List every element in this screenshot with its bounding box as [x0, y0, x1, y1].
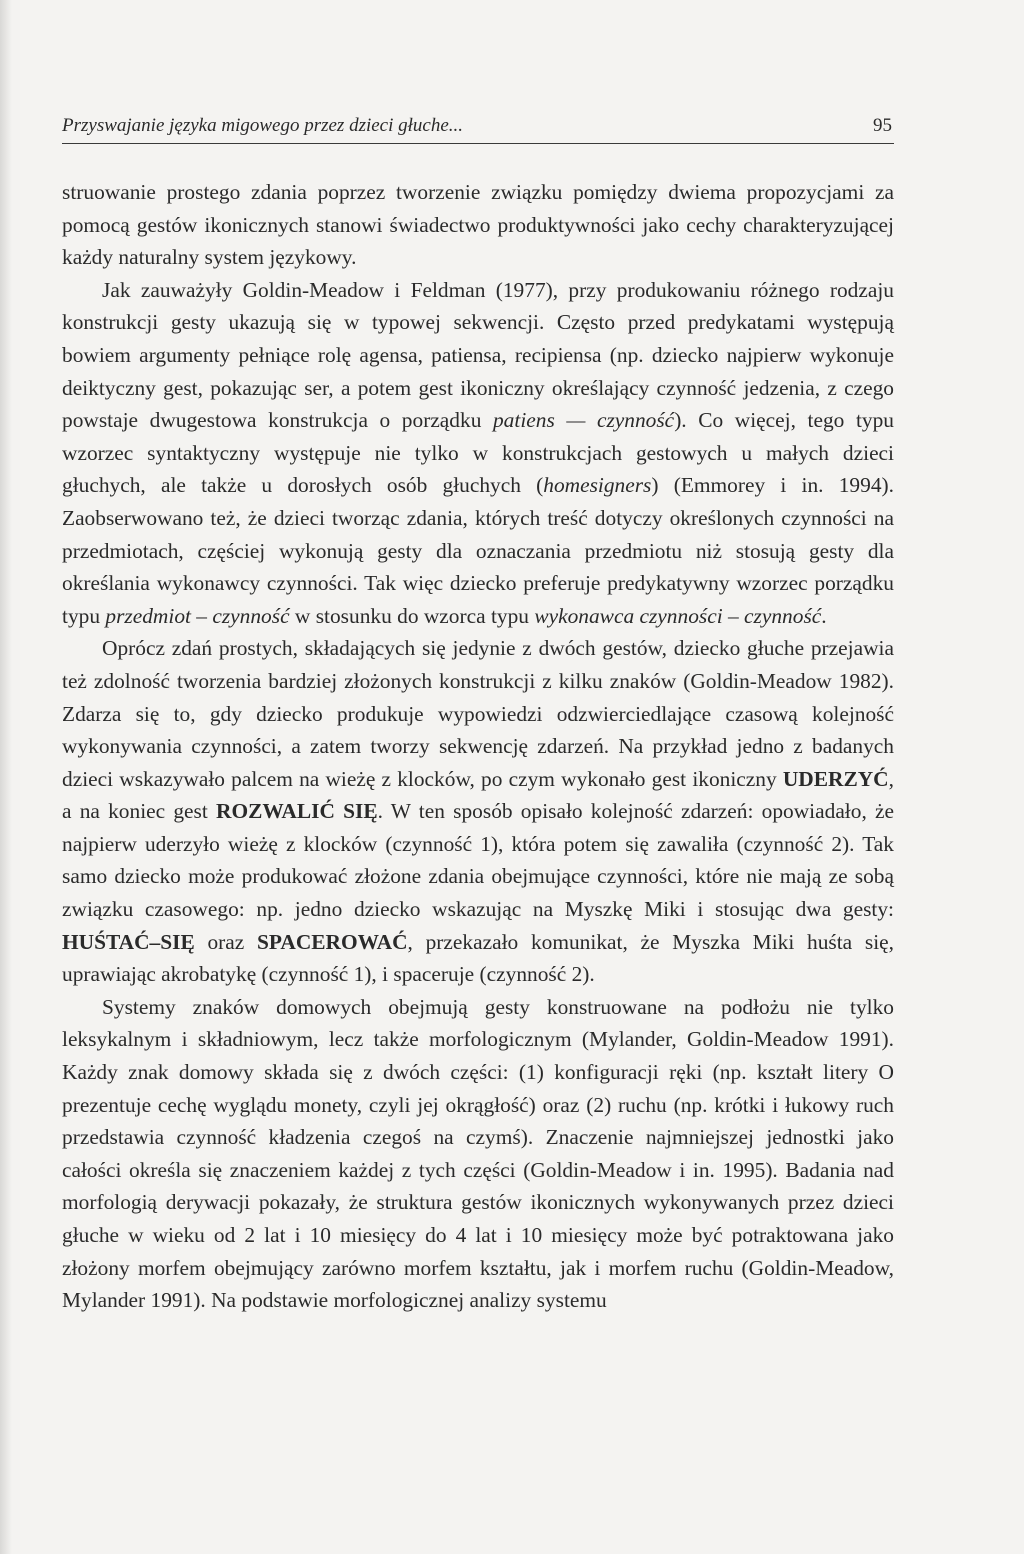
header-title: Przyswajanie języka migowego przez dzieci głuche... [62, 115, 464, 136]
body-text [62, 176, 894, 1317]
text-run: . W ten sposób opisało kolejność zdarzeń: opowiadało, że najpierw uderzyło wieżę z klocków (czynność 1), która potem się zawaliła (czynność 2). Tak samo dziecko może produkować złożone zdania obejmujące czynności, które nie mają ze sobą związku czasowego: np. jedno dziecko wskazując na Myszkę Miki i stosując dwa gesty: [62, 799, 894, 922]
bold-term: ROZWALIĆ SIĘ [216, 799, 378, 824]
text-run: Jak zauważyły Goldin-Meadow i Feldman (1977), przy produkowaniu różnego rodzaju konstrukcji gesty ukazują się w typowej sekwencji. Często przed predykatami występują bowiem argumenty pełniące rolę agensa, patiensa, recipiensa (np. dziecko najpierw wykonuje deiktyczny gest, pokazując ser, a potem gest ikoniczny określający czynność jedzenia, z czego powstaje dwugestowa konstrukcja o porządku [62, 277, 894, 433]
bold-term: UDERZYĆ [782, 766, 889, 791]
text-run: . [821, 603, 827, 628]
text-run: oraz [194, 929, 257, 954]
text-run: w stosunku do wzorca typu [289, 603, 535, 628]
text-run: ) (Emmorey i in. 1994). Zaobserwowano też, że dzieci tworząc zdania, których treść dotyczy określonych czynności na przedmiotach, częściej wykonują gesty dla oznaczania przedmiotu niż stosują gesty dla określania wykonawcy czynności. Tak więc dziecko preferuje predykatywny wzorzec porządku typu [62, 473, 894, 628]
paragraph [62, 176, 894, 274]
running-header [62, 113, 894, 144]
page-number: 95 [873, 115, 892, 136]
text-run: Systemy znaków domowych obejmują gesty konstruowane na podłożu nie tylko leksykalnym i składniowym, lecz także morfologicznym (Mylander, Goldin-Meadow 1991). Każdy znak domowy składa się z dwóch części: (1) konfiguracji ręki (np. kształt litery O prezentuje cechę wyglądu monety, czyli jej okrągłość) oraz (2) ruchu (np. krótki i łukowy ruch przedstawia czynność kładzenia czegoś na czymś). Znaczenie najmniejszej jednostki jako całości określa się znaczeniem każdej z tych części (Goldin-Meadow i in. 1995). Badania nad morfologią derywacji pokazały, że struktura gestów ikonicznych wykonywanych przez dzieci głuche w wieku od 2 lat i 10 miesięcy do 4 lat i 10 miesięcy może być potraktowana jako złożony morfem obejmujący zarówno morfem kształtu, jak i morfem ruchu (Goldin-Meadow, Mylander 1991). Na podstawie morfologicznej analizy systemu [62, 994, 894, 1313]
bold-term: SPACEROWAĆ [257, 929, 408, 954]
paragraph [62, 274, 894, 633]
italic-term: przedmiot – czynność [105, 603, 290, 628]
italic-term: wykonawca czynności – czynność [534, 603, 822, 628]
italic-term: homesigners [543, 473, 652, 498]
bold-term: HUŚTAĆ–SIĘ [62, 929, 195, 954]
text-run: , przekazało komunikat, że Myszka Miki huśta się, uprawiając akrobatykę (czynność 1), i spaceruje (czynność 2). [62, 929, 894, 987]
text-run: struowanie prostego zdania poprzez tworzenie związku pomiędzy dwiema propozycjami za pomocą gestów ikonicznych stanowi świadectwo produktywności jako cechy charakteryzującej każdy naturalny system językowy. [62, 180, 894, 270]
italic-term: patiens — czynność [492, 408, 675, 433]
paragraph [62, 632, 894, 991]
text-run: , a na koniec gest [62, 766, 894, 824]
page-edge-shadow [0, 0, 12, 1554]
paragraph [62, 991, 894, 1317]
text-run: ). Co więcej, tego typu wzorzec syntaktyczny występuje nie tylko w konstrukcjach gestowych u małych dzieci głuchych, ale także u dorosłych osób głuchych ( [62, 408, 894, 498]
text-run: Oprócz zdań prostych, składających się jedynie z dwóch gestów, dziecko głuche przejawia też zdolność tworzenia bardziej złożonych konstrukcji z kilku znaków (Goldin-Meadow 1982). Zdarza się to, gdy dziecko produkuje wypowiedzi odzwierciedlające czasową kolejność wykonywania czynności, a zatem tworzy sekwencję zdarzeń. Na przykład jedno z badanych dzieci wskazywało palcem na wieżę z klocków, po czym wykonało gest ikoniczny [62, 636, 894, 791]
